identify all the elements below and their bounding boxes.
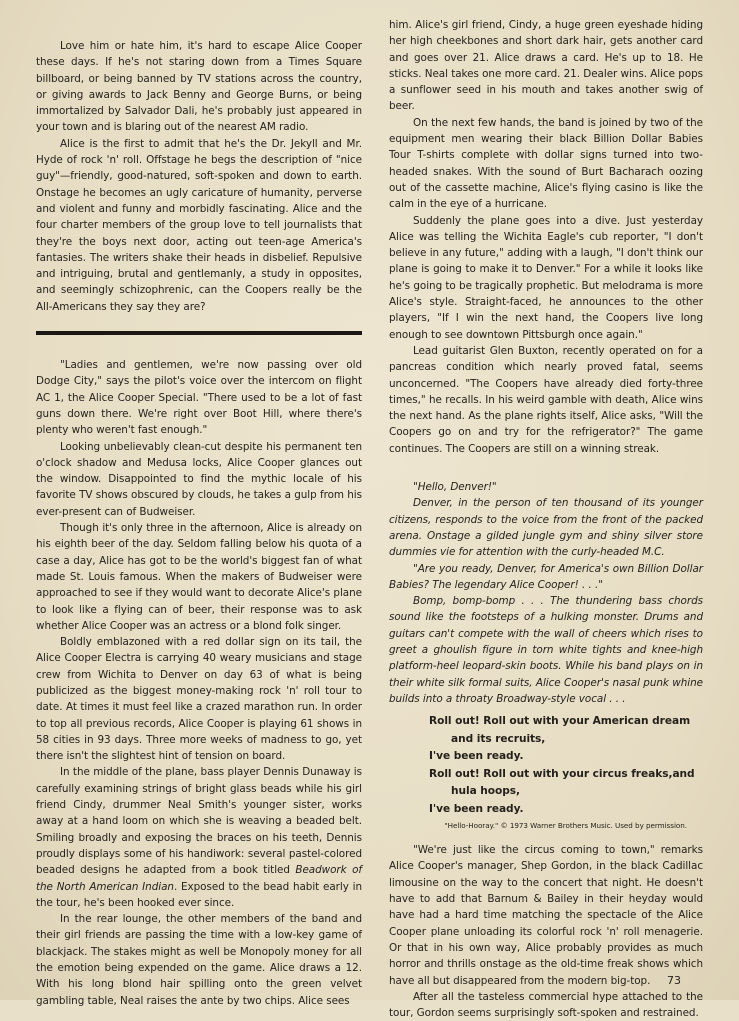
page-number: 73: [667, 974, 681, 987]
right-column: [389, 17, 703, 1021]
lyrics-credit: "Hello-Hooray." © 1973 Warner Brothers Music. Used by permission.: [444, 821, 687, 831]
body-paragraph: On the next few hands, the band is joined by two of the equipment men wearing their black Billion Dollar Babies Tour T-shirts complete with dollar signs turned into two-headed snakes. With the sound of Burt Bacharach oozing out of the cassette machine, Alice's flying casino is like the calm in the eye of a hurricane.: [389, 116, 703, 211]
body-text: In the middle of the plane, bass player Dennis Dunaway is carefully examining strings of bright glass beads while his girl friend Cindy, drummer Neal Smith's younger sister, works away at a hand loom on which she is weaving a beaded belt. Smiling broadly and exposing the braces on his teeth, Dennis proudly displays some of his handiwork: several pastel-colored beaded designs he adapted from a book titled: [36, 766, 362, 877]
intro-paragraph: Alice is the first to admit that he's the Dr. Jekyll and Mr. Hyde of rock 'n' roll. Offstage he begs the description of "nice guy"—friendly, good-natured, soft-spoken and down to earth. Onstage he becomes an ugly caricature of humanity, perverse and violent and funny and morbidly fascinating. Alice and the four charter members of the group love to tell journalists that they're the boys next door, acting out teen-age America's fantasies. The writers shake their heads in disbelief. Repulsive and intriguing, brutal and gentlemanly, a study in opposites, and seemingly schizophrenic, can the Coopers really be the All-Americans they say they are?: [36, 137, 362, 313]
lyric-line: Roll out! Roll out with your circus freaks,and: [429, 767, 695, 780]
book-title: Beadwork of the North American Indian: [36, 864, 362, 893]
section-spacer: [389, 457, 703, 479]
body-paragraph: Lead guitarist Glen Buxton, recently operated on for a pancreas condition which nearly proved fatal, seems unconcerned. "The Coopers have already died forty-three times," he recalls. In his weird gamble with death, Alice wins the next hand. As the plane rights itself, Alice asks, "Will the Coopers go on and try for the refrigerator?" The game continues. The Coopers are still on a winning streak.: [389, 344, 703, 455]
lyric-line: I've been ready.: [429, 750, 524, 763]
body-paragraph: Though it's only three in the afternoon, Alice is already on his eighth beer of the day. Seldom falling below his quota of a case a day, Alice has got to be the world's biggest fan of what made St. Louis famous. When the makers of Budweiser were approached to see if they would want to decorate Alice's plane to look like a flying can of beer, their response was to ask whether Alice Cooper was an actress or a blond folk singer.: [36, 522, 362, 632]
italic-paragraph: "Hello, Denver!": [413, 481, 497, 494]
body-paragraph: After all the tasteless commercial hype attached to the tour, Gordon seems surprisingly soft-spoken and restrained.: [389, 990, 703, 1020]
body-paragraph: "We're just like the circus coming to town," remarks Alice Cooper's manager, Shep Gordon, in the black Cadillac limousine on the way to the concert that night. He doesn't have to add that Barnum & Bailey in their heyday would have had a hard time matching the spectacle of the Alice Cooper plane unloading its colorful rock 'n' roll menagerie. Or that in his own way, Alice probably provides as much horror and thrills onstage as the old-time freak shows which have all but disappeared from the modern big-top.: [389, 844, 703, 987]
italic-paragraph: "Are you ready, Denver, for America's own Billion Dollar Babies? The legendary Alice Cooper! . . .": [389, 562, 703, 591]
italic-paragraph: Denver, in the person of ten thousand of its younger citizens, responds to the voice from the front of the packed arena. Onstage a gilded jungle gym and shiny silver store dummies vie for attention with the curly-headed M.C.: [389, 497, 703, 559]
body-paragraph: Suddenly the plane goes into a dive. Just yesterday Alice was telling the Wichita Eagle's cub reporter, "I don't believe in any future," adding with a laugh, "I don't think our plane is going to make it to Denver." For a while it looks like he's going to be tragically prophetic. But melodrama is more Alice's style. Straight-faced, he announces to the other players, "If I win the next hand, the Coopers live long enough to see downtown Pittsburgh once again.": [389, 214, 703, 341]
section-divider: [36, 331, 362, 335]
body-paragraph: [36, 764, 362, 911]
lyric-line: I've been ready.: [429, 802, 524, 815]
lyric-line: hula hoops,: [451, 785, 521, 798]
body-paragraph: "Ladies and gentlemen, we're now passing over old Dodge City," says the pilot's voice over the intercom on flight AC 1, the Alice Cooper Special. "There used to be a lot of fast guns down there. We're right over Boot Hill, where there's plenty who weren't fast enough.": [36, 359, 362, 437]
lyric-line: Roll out! Roll out with your American dream: [429, 715, 691, 728]
body-paragraph: Looking unbelievably clean-cut despite his permanent ten o'clock shadow and Medusa locks, Alice Cooper glances out the window. Disappointed to find the mythic locale of his favorite TV shows obscured by clouds, he takes a gulp from his ever-present can of Budweiser.: [36, 440, 362, 518]
left-column: [36, 38, 362, 1009]
body-paragraph: Boldly emblazoned with a red dollar sign on its tail, the Alice Cooper Electra is carrying 40 weary musicians and stage crew from Wichita to Denver on day 63 of what is being publicized as the biggest money-making rock 'n' roll tour to date. At times it must feel like a crazed marathon run. In order to top all previous records, Alice Cooper is playing 61 shows in 58 cities in 93 days. Three more weeks of madness to go, yet there isn't the slightest hint of tension on board.: [36, 636, 362, 763]
italic-paragraph: Bomp, bomp-bomp . . . The thundering bass chords sound like the footsteps of a hulking monster. Drums and guitars can't compete with the wall of cheers which rises to greet a ghoulish figure in torn white tights and knee-high platform-heel leopard-skin boots. While his band plays on in their white silk formal suits, Alice Cooper's nasal punk whine builds into a throaty Broadway-style vocal . . .: [389, 595, 703, 705]
body-paragraph: him. Alice's girl friend, Cindy, a huge green eyeshade hiding her high cheekbones and short dark hair, gets another card and goes over 21. Alice draws a card. He's up to 18. He sticks. Neal takes one more card. 21. Dealer wins. Alice pops a sunflower seed in his mouth and takes another swig of beer.: [389, 19, 703, 113]
body-text: . Exposed to the bead habit early in the tour, he's been hooked ever since.: [36, 880, 362, 909]
lyric-line: and its recruits,: [451, 732, 546, 745]
body-paragraph: In the rear lounge, the other members of the band and their girl friends are passing the time with a low-key game of blackjack. The stakes might as well be Monopoly money for all the emotion being expended on the game. Alice draws a 12. With his long blond hair spilling onto the green velvet gambling table, Neal raises the ante by two chips. Alice sees: [36, 913, 362, 1007]
song-lyrics: [389, 713, 703, 818]
intro-paragraph: Love him or hate him, it's hard to escape Alice Cooper these days. If he's not staring down from a Times Square billboard, or being banned by TV stations across the country, or giving awards to Jack Benny and George Burns, or being immortalized by Salvador Dali, he's probably just appeared in your town and is blaring out of the nearest AM radio.: [36, 40, 362, 134]
